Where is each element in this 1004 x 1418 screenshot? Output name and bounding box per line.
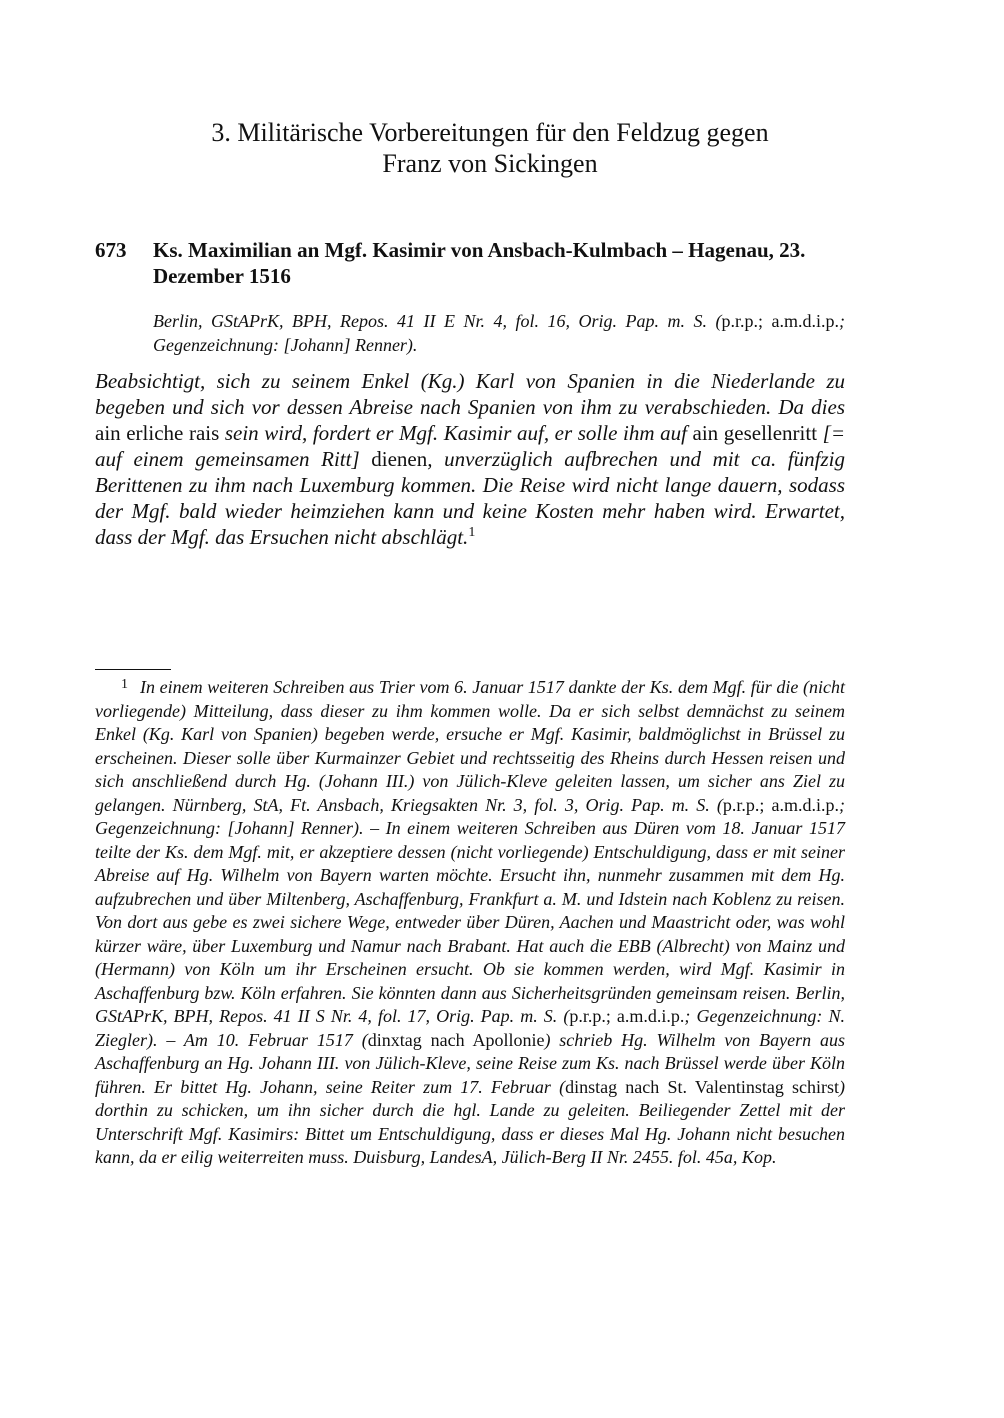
source-part-2: p.r.p.; (721, 311, 763, 331)
footnote-part-2: p.r.p.; (722, 794, 765, 815)
footnote-part-9: ) schrieb Hg. Wilhelm von Bayern aus Aschaffenburg an Hg. Johann III. von Jülich-Kleve, seine Reise zum Ks. nach Brüssel werde über Köln führen. Er bittet Hg. Johann, seine Reiter zum 17. Februar ( (95, 1029, 845, 1097)
regest-part-5: [= auf einem gemeinsamen Ritt] (95, 421, 845, 471)
footnote-number: 1 (121, 677, 128, 692)
footnote-1 (95, 676, 845, 1170)
regest-quote-3: dienen (359, 447, 428, 471)
regest-text (95, 368, 845, 550)
source-part-3: a.m.d.i.p. (771, 311, 840, 331)
source-part-4: ; Gegenzeichnung: [Johann] Renner). (153, 311, 846, 355)
regest-quote-2: ain gesellenritt (692, 421, 823, 445)
document-heading (95, 237, 855, 289)
source-citation (153, 309, 845, 357)
regest-part-3: sein wird, fordert er Mgf. Kasimir auf, er solle ihm auf (224, 421, 693, 445)
footnote-reference[interactable]: 1 (468, 525, 476, 540)
document-title: Ks. Maximilian an Mgf. Kasimir von Ansbach-Kulmbach – Hagenau, 23. Dezember 1516 (153, 238, 806, 288)
chapter-title-line-1: 3. Militärische Vorbereitungen für den Feldzug gegen (211, 118, 769, 147)
regest-quote-1: ain erliche rais (95, 421, 225, 445)
footnote-divider (95, 669, 171, 670)
regest-part-7: , unverzüglich aufbrechen und mit ca. fünfzig Berittenen zu ihm nach Luxemburg kommen. Die Reise wird nicht lange dauern, sodass der Mgf. bald wieder heimziehen kann und keine Kosten mehr haben wird. Erwartet, dass der Mgf. das Ersuchen nicht abschlägt. (95, 447, 846, 549)
footnote-part-1: In einem weiteren Schreiben aus Trier vom 6. Januar 1517 dankte der Ks. dem Mgf. für die (nicht vorliegende) Mitteilung, dass dieser zu ihm kommen wolle. Da er sich selbst demnächst zu seinem Enkel (Kg. Karl von Spanien) begeben werde, ersuche er Mgf. Kasimir, baldmöglichst in Brüssel zu erscheinen. Dieser solle über Kurmainzer Gebiet und rechtsseitig des Rheins durch Hessen reisen und sich anschließend durch Hg. (Johann III.) von Jülich-Kleve geleiten lassen, um sicher ans Ziel zu gelangen. Nürnberg, StA, Ft. Ansbach, Kriegsakten Nr. 3, fol. 3, Orig. Pap. m. S. ( (95, 677, 845, 815)
chapter-title-line-2: Franz von Sickingen (382, 149, 598, 178)
document-number: 673 (95, 238, 127, 262)
footnote-part-8: dinxtag nach Apollonie (367, 1029, 545, 1050)
footnote-part-11: ) dorthin zu schicken, um ihn sicher durch die hgl. Lande zu geleiten. Beiliegender Zettel mit der Unterschrift Mgf. Kasimirs: Bittet um Entschuldigung, dass er dieses Mal Hg. Johann nicht besuchen kann, da er eilig weiterreiten muss. Duisburg, LandesA, Jülich-Berg II Nr. 2455. fol. 45a, Kop. (95, 1076, 846, 1167)
footnote-part-3: a.m.d.i.p. (764, 794, 839, 815)
regest-part-1: Beabsichtigt, sich zu seinem Enkel (Kg.) Karl von Spanien in die Niederlande zu begeben und sich vor dessen Abreise nach Spanien von ihm zu verabschieden. Da dies (95, 369, 845, 419)
footnote-part-4: ; Gegenzeichnung: [Johann] Renner). – In einem weiteren Schreiben aus Düren vom 18. Januar 1517 teilte der Ks. dem Mgf. mit, er akzeptiere dessen (nicht vorliegende) Entschuldigung, dass er mit seiner Abreise auf Hg. Wilhelm von Bayern warten möchte. Ersucht ihn, nunmehr zusammen mit dem Hg. aufzubrechen und über Miltenberg, Aschaffenburg, Frankfurt a. M. und Idstein nach Koblenz zu reisen. Von dort aus gebe es zwei sichere Wege, entweder über Düren, Aachen und Maastricht oder, was wohl kürzer wäre, über Luxemburg und Namur nach Brabant. Hat auch die EBB (Albrecht) von Mainz und (Hermann) von Köln um ihr Erscheinen ersucht. Ob sie kommen werden, wird Mgf. Kasimir in Aschaffenburg bzw. Köln erfahren. Sie könnten dann aus Sicherheitsgründen gemeinsam reisen. Berlin, GStAPrK, BPH, Repos. 41 II S Nr. 4, fol. 17, Orig. Pap. m. S. ( (95, 794, 845, 1026)
source-part-1: Berlin, GStAPrK, BPH, Repos. 41 II E Nr. 4, fol. 16, Orig. Pap. m. S. ( (153, 311, 722, 331)
footnote-part-5: p.r.p.; (569, 1006, 611, 1026)
footnote-part-10: dinstag nach St. Valentinstag schirst (565, 1076, 840, 1097)
chapter-title (120, 117, 860, 179)
footnote-part-7: ; Gegenzeichnung: N. Ziegler). – Am 10. Februar 1517 ( (95, 1006, 845, 1050)
footnote-part-6: a.m.d.i.p. (610, 1006, 685, 1026)
